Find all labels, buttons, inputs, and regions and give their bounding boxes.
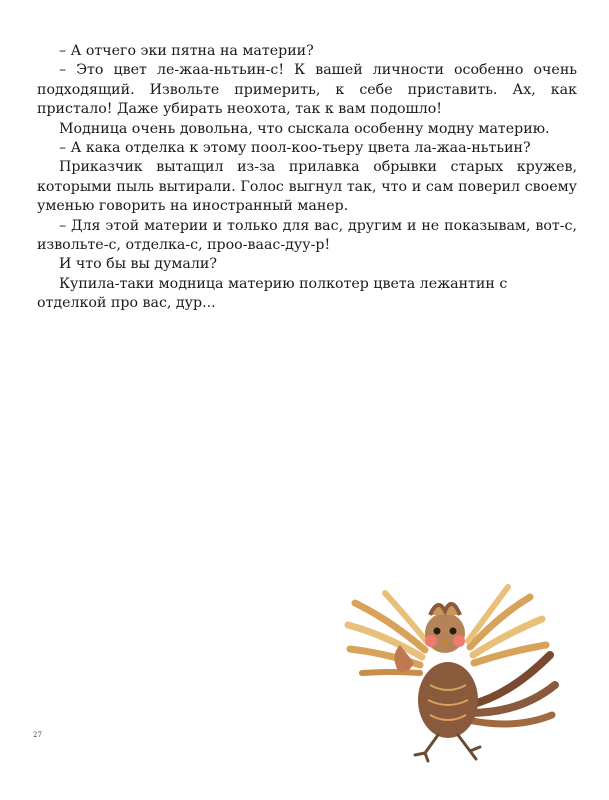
left-cheek <box>425 635 437 647</box>
left-wing <box>348 593 428 673</box>
paragraph: Купила-таки модница материю полкотер цвета лежантин с отделкой про вас, дур... <box>37 275 508 312</box>
tail <box>468 655 555 724</box>
paragraph: – Это цвет ле-жаа-ньтьин-с! К вашей личности особенно очень подходящий. Извольте примерить, к себе приставить. Ах, как пристало! Даже убирать неохота, так к вам подошло! <box>37 62 577 118</box>
right-leg <box>458 735 480 759</box>
bird-illustration <box>330 575 570 765</box>
paragraph: Модница очень довольна, что сыскала особенну модну материю. <box>59 120 550 137</box>
right-cheek <box>453 635 465 647</box>
story-text <box>37 42 577 314</box>
right-wing <box>468 587 546 663</box>
paragraph: – А отчего эки пятна на материи? <box>59 43 314 59</box>
page-number: 27 <box>33 731 42 739</box>
bird-body <box>418 662 478 738</box>
paragraph: Приказчик вытащил из-за прилавка обрывки старых кружев, которыми пыль вытирали. Голос выгнул так, что и сам поверил своему уменью говорить на иностранный манер. <box>37 159 577 215</box>
paragraph: И что бы вы думали? <box>59 256 217 273</box>
left-leg <box>415 735 438 761</box>
paragraph: – А кака отделка к этому поол-коо-тьеру цвета ла-жаа-ньтьин? <box>59 140 531 157</box>
paragraph: – Для этой материи и только для вас, другим и не показывам, вот-с, извольте-с, отделка-с, проо-ваас-дуу-р! <box>37 217 577 254</box>
